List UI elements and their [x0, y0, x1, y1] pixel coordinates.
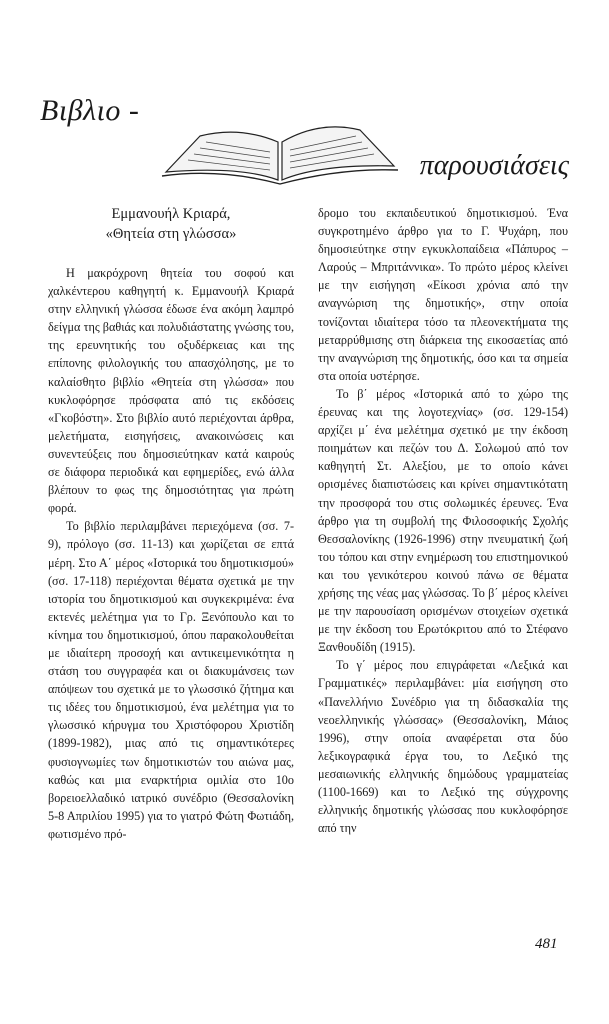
article-title: «Θητεία στη γλώσσα»: [105, 226, 237, 242]
body-paragraph: Η μακρόχρονη θητεία του σοφού και χαλκέντερου καθηγητή κ. Εμμανουήλ Κριαρά στην ελληνική γλώσσα έδωσε ένα ακόμη λαμπρό δείγμα της βαθιάς και πολυδιάστατης γνώσης του, της ερευνητικής του οξυδέρκειας και της επίπονης φιλολογικής του απασχόλησης, με το καλαίσθητο βιβλίο «Θητεία στη γλώσσα» που κυκλοφόρησε πρόσφατα από τις εκδόσεις «Γκοβόστη». Στο βιβλίο αυτό περιέχονται άρθρα, μελετήματα, εισηγήσεις, ανακοινώσεις και συνεντεύξεις που δημοσιεύτηκαν κατά καιρούς σε διάφορα περιοδικά και εφημερίδες, ενώ άλλα βλέπουν το φως της δημοσιότητας για πρώτη φορά.: [48, 266, 294, 516]
body-paragraph: Το β΄ μέρος «Ιστορικά από το χώρο της έρευνας και της λογοτεχνίας» (σσ. 129-154) αρχίζει μ΄ ένα μελέτημα σχετικό με την έκδοση ποιημάτων και πεζών του Δ. Σολωμού από τον καθηγητή Στ. Αλεξίου, με το οποίο κάνει ορισμένες διαπιστώσεις και κρίνει σημαντικότατη την προσφορά του στις σολωμικές έρευνες. Ένα άρθρο για τη συμβολή της Φιλοσοφικής Σχολής Θεσσαλονίκης (1926-1996) στην πνευματική ζωή του τόπου και στην ενημέρωση του επιστημονικού και του γενικότερου κοινού πάνω σε θέματα χρήσης της νέας μας γλώσσας. Το β΄ μέρος κλείνει με την παρουσίαση ορισμένων στοιχείων σχετικά με την έκδοση του Ερωτόκριτου από το Στέφανο Ξανθουδίδη (1915).: [318, 386, 568, 655]
article-heading: [48, 204, 294, 244]
right-column: [318, 204, 568, 837]
section-title-right: παρουσιάσεις: [419, 150, 569, 181]
article-author: Εμμανουήλ Κριαρά,: [111, 206, 231, 222]
body-paragraph: Το γ΄ μέρος που επιγράφεται «Λεξικά και Γραμματικές» περιλαμβάνει: μία εισήγηση στο «Πανελλήνιο Συνέδριο για τη διδασκαλία της νεοελληνικής γλώσσας» (Θεσσαλονίκη, Μάιος 1996), στην οποία αναφέρεται στα δύο λεξικογραφικά έργα του, το Λεξικό της μεσαιωνικής ελληνικής δημώδους γραμματείας (1100-1669) και το Λεξικό της σύγχρονης ελληνικής δημοτικής γλώσσας που κυκλοφόρησε από την: [318, 658, 568, 836]
left-column: [48, 204, 294, 843]
open-book-icon: [160, 106, 400, 186]
page-number: 481: [535, 936, 558, 952]
body-paragraph: Το βιβλίο περιλαμβάνει περιεχόμενα (σσ. 7-9), πρόλογο (σσ. 11-13) και χωρίζεται σε επτά μέρη. Στο Α΄ μέρος «Ιστορικά του δημοτικισμού» (σσ. 17-118) περιέχονται θέματα σχετικά με την ιστορία του δημοτικισμού και συγκεκριμένα: ένα εκτενές μελέτημα για το Γρ. Ξενόπουλο και το κίνημα του δημοτικισμού, όπου παρακολουθείται με ιδιαίτερη προσοχή και αντικειμενικότητα η στάση του συγγραφέα και οι διακυμάνσεις των απόψεων του σχετικά με το γλωσσικό ζήτημα και τις ιδέες του δημοτικισμού, ένα μελέτημα για το γλωσσικό κήρυγμα του Χριστόφορου Χριστίδη (1899-1982), μιας από τις σημαντικότερες φυσιογνωμίες των δημοτικιστών του αιώνα μας, καθώς και μια εναρκτήρια ομιλία στο 10ο βορειοελλαδικό ιατρικό συνέδριο (Θεσσαλονίκη 5-8 Απριλίου 1995) για το γιατρό Φώτη Φωτιάδη, φωτισμένο πρό-: [48, 519, 294, 841]
section-title-left: Βιβλιο -: [40, 94, 140, 127]
body-paragraph: δρομο του εκπαιδευτικού δημοτικισμού. Ένα συγκροτημένο άρθρο για το Γ. Ψυχάρη, που δημοσιεύτηκε στην εγκυκλοπαίδεια «Πάπυρος – Λαρούς – Μπριτάννικα». Το πρώτο μέρος κλείνει με την εισήγηση «Είκοσι χρόνια από την αναγνώριση της δημοτικής», στην οποία τονίζονται ιδιαίτερα τόσο τα πλεονεκτήματα της μεταρρύθμισης στη διάρκεια της εικοσαετίας από την αναγνώριση της δημοτικής, όσο και τα σημεία στα οποία υστέρησε.: [318, 206, 568, 383]
